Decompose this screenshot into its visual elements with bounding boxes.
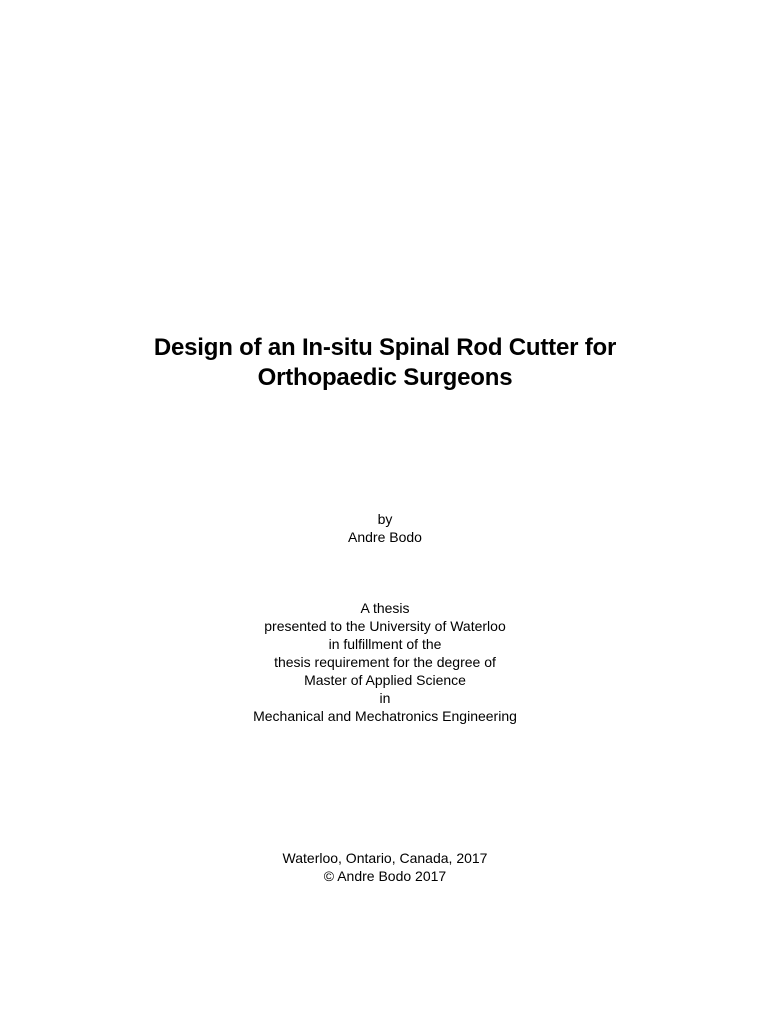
thesis-line: in <box>379 690 391 706</box>
author-block <box>0 510 770 546</box>
thesis-line: A thesis <box>360 600 410 616</box>
degree-name: Master of Applied Science <box>304 672 466 688</box>
author-name: Andre Bodo <box>348 529 422 545</box>
thesis-line: presented to the University of Waterloo <box>264 618 506 634</box>
location-year: Waterloo, Ontario, Canada, 2017 <box>282 850 488 866</box>
by-label: by <box>377 511 393 527</box>
thesis-title <box>0 333 770 393</box>
copyright-notice: © Andre Bodo 2017 <box>323 868 447 884</box>
thesis-statement <box>0 599 770 725</box>
thesis-line: in fulfillment of the <box>328 636 442 652</box>
department-name: Mechanical and Mechatronics Engineering <box>253 708 517 724</box>
place-and-copyright <box>0 849 770 885</box>
thesis-title-line-1: Design of an In-situ Spinal Rod Cutter for <box>153 334 617 361</box>
thesis-line: thesis requirement for the degree of <box>274 654 496 670</box>
thesis-title-line-2: Orthopaedic Surgeons <box>257 364 513 391</box>
